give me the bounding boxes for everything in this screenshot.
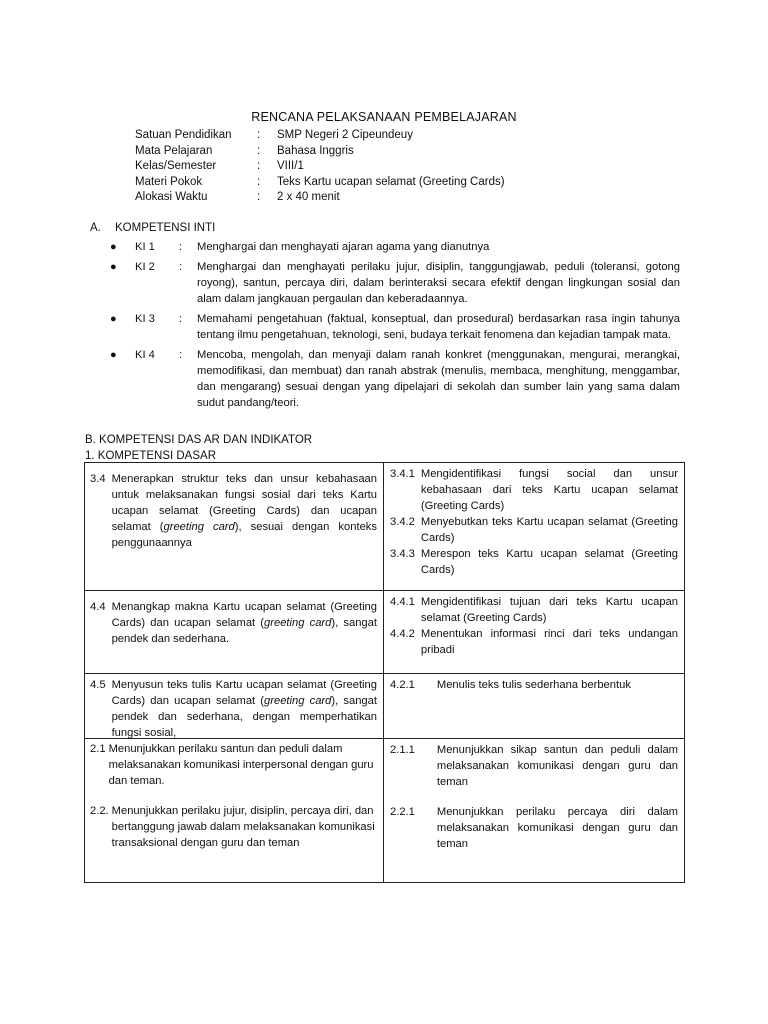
kd-text-part: Menyusun teks tulis Kartu ucapan selamat (Greeting Cards) dan ucapan selamat (: [111, 679, 377, 707]
identity-label: Alokasi Waktu: [135, 191, 208, 203]
ki-colon: :: [179, 313, 183, 325]
indicator-cell: [384, 739, 684, 882]
identity-row: [135, 144, 505, 160]
kd-item: [90, 599, 377, 647]
identity-colon: :: [257, 129, 261, 141]
identity-label: Mata Pelajaran: [135, 144, 213, 157]
indicator-text: Mengidentifikasi fungsi social dan unsur kebahasaan dari teks Kartu ucapan selamat (Greeting Cards): [420, 468, 678, 512]
indicator-item: [390, 546, 678, 578]
indicator-text: Menulis teks tulis sederhana berbentuk: [436, 679, 631, 691]
identity-colon: :: [257, 144, 261, 157]
ki-code: KI 2: [135, 261, 155, 273]
kd-text: [112, 599, 377, 647]
identity-label: Materi Pokok: [135, 175, 203, 188]
identity-table: [135, 128, 505, 206]
kd-item: [90, 741, 377, 789]
list-item: [110, 239, 680, 255]
identity-label: Satuan Pendidikan: [135, 129, 232, 141]
section-a-title: KOMPETENSI INTI: [115, 222, 216, 234]
identity-value: VIII/1: [277, 160, 304, 172]
table-row: [85, 590, 684, 673]
identity-value: Bahasa Inggris: [277, 144, 354, 157]
kd-number: 2.1: [90, 743, 106, 755]
indicator-item: [390, 804, 678, 852]
ki-colon: :: [179, 349, 183, 361]
identity-value: 2 x 40 menit: [277, 191, 340, 203]
indicator-number: 4.2.1: [390, 679, 415, 691]
identity-label: Kelas/Semester: [135, 160, 217, 172]
identity-value: SMP Negeri 2 Cipeundeuy: [277, 129, 413, 141]
indicator-cell: [384, 463, 684, 590]
ki-code: KI 1: [135, 241, 155, 253]
identity-row: [135, 159, 505, 175]
section-b-subheading: 1. KOMPETENSI DASAR: [85, 450, 217, 462]
indicator-number: 3.4.3: [390, 548, 415, 560]
kd-table: [84, 462, 685, 883]
bullet-icon: ●: [110, 313, 117, 325]
indicator-number: 3.4.1: [390, 468, 415, 480]
kd-text-part: Menerapkan struktur teks dan unsur kebahasaan untuk melaksanakan fungsi sosial dari teks Kartu ucapan selamat (Greeting Cards) dan ucapan selamat (: [111, 473, 377, 533]
kd-text: [112, 471, 377, 551]
table-row: [85, 463, 684, 590]
identity-value: Teks Kartu ucapan selamat (Greeting Cards): [277, 175, 505, 188]
indicator-cell: [384, 674, 684, 738]
list-item: [110, 259, 680, 307]
list-item: [110, 311, 680, 343]
bullet-icon: ●: [110, 241, 117, 253]
kd-text: Menunjukkan perilaku santun dan peduli dalam melaksanakan komunikasi interpersonal dengan guru dan teman.: [108, 743, 374, 787]
kd-text-italic: greeting card: [264, 695, 332, 707]
section-b-heading: B. KOMPETENSI DAS AR DAN INDIKATOR: [85, 434, 313, 446]
indicator-item: [390, 677, 678, 693]
kd-text-italic: greeting card: [264, 617, 332, 629]
indicator-text: Menunjukkan perilaku percaya diri dalam melaksanakan komunikasi dengan guru dan teman: [436, 806, 678, 850]
indicator-item: [390, 742, 678, 790]
page-title: RENCANA PELAKSANAAN PEMBELAJARAN: [251, 110, 517, 124]
identity-row: [135, 128, 505, 144]
bullet-icon: ●: [110, 349, 117, 361]
indicator-number: 4.4.1: [390, 596, 415, 608]
indicator-number: 4.4.2: [390, 628, 415, 640]
indicator-number: 3.4.2: [390, 516, 415, 528]
kd-item: [90, 803, 377, 851]
ki-colon: :: [179, 261, 183, 273]
indicator-item: [390, 466, 678, 514]
ki-text: Menghargai dan menghayati ajaran agama yang dianutnya: [197, 241, 490, 253]
indicator-text: Mengidentifikasi tujuan dari teks Kartu ucapan selamat (Greeting Cards): [420, 596, 678, 624]
identity-colon: :: [257, 175, 261, 188]
ki-colon: :: [179, 241, 183, 253]
indicator-item: [390, 594, 678, 626]
kd-number: 2.2.: [90, 805, 109, 817]
table-row: [85, 738, 684, 882]
indicator-text: Menyebutkan teks Kartu ucapan selamat (Greeting Cards): [420, 516, 678, 544]
kd-text-part: ), sangat pendek dan sederhana, dengan memperhatikan fungsi sosial,: [111, 695, 377, 739]
kd-text: Menunjukkan perilaku jujur, disiplin, percaya diri, dan bertanggung jawab dalam melaksanakan komunikasi transaksional dengan guru dan teman: [111, 805, 375, 849]
kd-text-part: Menangkap makna Kartu ucapan selamat (Greeting Cards) dan ucapan selamat (: [111, 601, 377, 629]
ki-list: [110, 239, 680, 415]
section-a-letter: A.: [90, 222, 101, 234]
kd-cell: [85, 739, 384, 882]
ki-text: Mencoba, mengolah, dan menyaji dalam ranah konkret (menggunakan, mengurai, merangkai, memodifikasi, dan membuat) dan ranah abstrak (menulis, membaca, menghitung, menggambar, dan mengarang) sesuai dengan yang dipelajari di sekolah dan sumber lain yang sama dalam sudut pandang/teori.: [197, 349, 680, 409]
table-row: [85, 673, 684, 738]
identity-colon: :: [257, 160, 261, 172]
kd-text-part: ), sangat pendek dan sederhana.: [111, 617, 377, 645]
ki-text: Memahami pengetahuan (faktual, konseptual, dan prosedural) berdasarkan rasa ingin tahunya tentang ilmu pengetahuan, teknologi, seni, budaya terkait fenomena dan kejadian tampak mata.: [197, 313, 680, 341]
kd-text-italic: greeting card: [163, 521, 235, 533]
identity-row: [135, 175, 505, 191]
section-a-heading: [90, 222, 215, 234]
kd-item: [90, 471, 377, 551]
indicator-text: Merespon teks Kartu ucapan selamat (Greeting Cards): [420, 548, 678, 576]
kd-cell: [85, 591, 384, 673]
ki-code: KI 4: [135, 349, 155, 361]
indicator-cell: [384, 591, 684, 673]
kd-cell: [85, 674, 384, 738]
indicator-item: [390, 626, 678, 658]
kd-number: 4.5: [90, 679, 106, 691]
indicator-item: [390, 514, 678, 546]
ki-code: KI 3: [135, 313, 155, 325]
indicator-number: 2.2.1: [390, 806, 415, 818]
ki-text: Menghargai dan menghayati perilaku jujur, disiplin, tanggungjawab, peduli (toleransi, gotong royong), santun, percaya diri, dalam berinteraksi secara efektif dengan lingkungan sosial dan alam dalam jangkauan pergaulan dan keberadaannya.: [197, 261, 680, 305]
bullet-icon: ●: [110, 261, 117, 273]
indicator-text: Menunjukkan sikap santun dan peduli dalam melaksanakan komunikasi dengan guru dan teman: [436, 744, 678, 788]
kd-number: 3.4: [90, 473, 106, 485]
kd-text-part: ), sesuai dengan konteks penggunaannya: [111, 521, 377, 549]
kd-text: [112, 677, 377, 741]
identity-row: [135, 190, 505, 206]
kd-cell: [85, 463, 384, 590]
indicator-text: Menentukan informasi rinci dari teks undangan pribadi: [420, 628, 678, 656]
kd-number: 4.4: [90, 601, 106, 613]
kd-item: [90, 677, 377, 741]
identity-colon: :: [257, 191, 261, 203]
list-item: [110, 347, 680, 411]
indicator-number: 2.1.1: [390, 744, 415, 756]
